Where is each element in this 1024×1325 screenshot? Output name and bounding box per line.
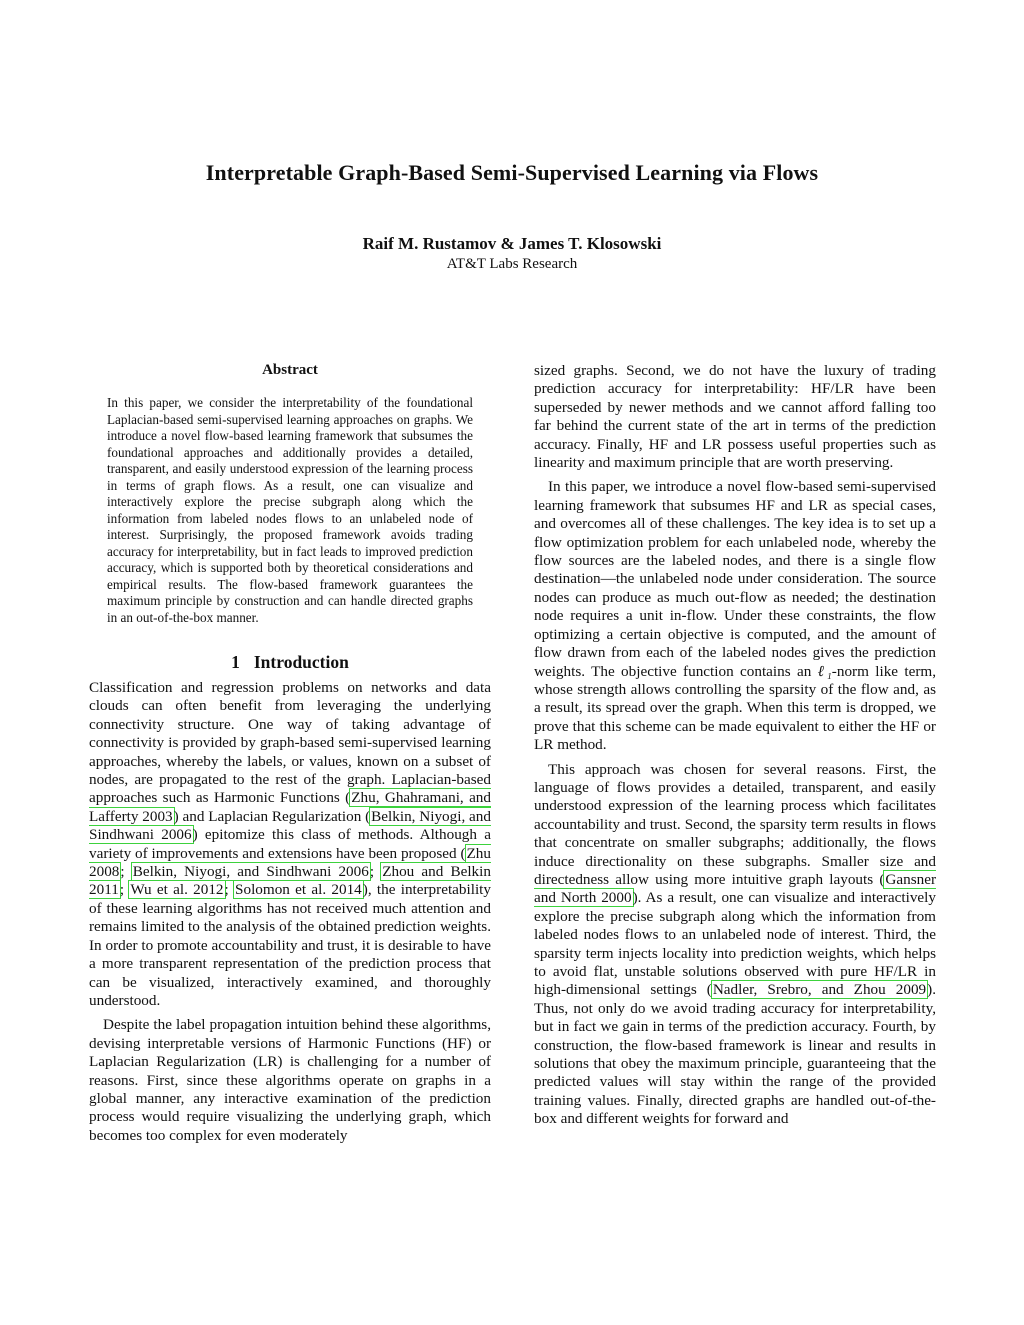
intro-paragraph-2: Despite the label propagation intuition behind these algorithms, devising interpretable versions of Harmonic Functions (HF) or Laplacian Regularization (LR) is challenging for a number of reasons. First, since these algorithms operate on graphs in a global manner, any interactive examination of the prediction process would require visualizing the underlying graph, which becomes too complex for even moderately — [89, 1016, 491, 1144]
section-number: 1 — [231, 652, 240, 672]
citation-link[interactable]: Wu et al. 2012 — [130, 881, 224, 899]
text-run: ; — [119, 881, 130, 899]
paper-title: Interpretable Graph-Based Semi-Supervised Learning via Flows — [205, 160, 819, 185]
text-run: ; — [120, 863, 132, 881]
text-run: In this paper, we introduce a novel flow-based semi-supervised learning framework that subsumes HF and LR as special cases, and overcomes all of these challenges. The key idea is to set up a flow optimization problem for each unlabeled node, whereby the flow sources are the labeled nodes, and there is a single flow destination—the unlabeled node under consideration. The source nodes can produce as much out-flow as needed; the destination node requires a unit in-flow. Under these constraints, the flow optimizing a certain objective is computed, and the amount of flow drawn from each of the labeled nodes gives the prediction weights. The objective function contains an — [534, 478, 936, 680]
intro-paragraph-1 — [89, 679, 491, 1010]
paper-affiliation: AT&T Labs Research — [446, 256, 578, 272]
intro-paragraph-3 — [534, 478, 936, 754]
citation-link[interactable]: Belkin, Niyogi, and Sindhwani 2006 — [89, 807, 491, 844]
text-run: ). Thus, not only do we avoid trading accuracy for interpretability, but in fact we gain in terms of the prediction accuracy. Fourth, by construction, the flow-based framework is linear and results in solutions that obey the maximum principle, guaranteeing that the predicted values will stay within the range of the provided training values. Finally, directed graphs are handled out-of-the-box and different weights for forward and — [534, 981, 936, 1128]
text-run: -norm like term, whose strength allows controlling the sparsity of the flow and, as a result, its spread over the graph. When this term is dropped, we prove that this scheme can be made equivalent to either the HF or LR method. — [534, 662, 936, 754]
citation-link[interactable]: Nadler, Srebro, and Zhou 2009 — [712, 981, 927, 999]
abstract-heading: Abstract — [262, 362, 318, 378]
text-run: ; — [224, 881, 235, 899]
right-column — [534, 362, 936, 1129]
math-l1-symbol: ℓ₁ — [817, 662, 832, 680]
text-run: ) and Laplacian Regularization ( — [173, 807, 371, 825]
citation-link[interactable]: Belkin, Niyogi, and Sindhwani 2006 — [132, 863, 369, 881]
section-title: Introduction — [253, 652, 349, 672]
text-run: Classification and regression problems on networks and data clouds can often benefit from leveraging the underlying connectivity structure. One way of taking advantage of connectivity is provided by graph-based semi-supervised learning approaches, whereby the labels, or values, known on a subset of nodes, are propagated to the rest of the graph. Laplacian-based approaches such as Harmonic Functions ( — [89, 679, 491, 807]
section-heading-introduction — [89, 652, 491, 673]
citation-link[interactable]: Zhou and Belkin 2011 — [89, 863, 491, 899]
left-column — [89, 362, 491, 1145]
citation-link[interactable]: Zhu, Ghahramani, and Lafferty 2003 — [89, 789, 491, 825]
text-run: ; — [369, 863, 382, 881]
text-run: ) epitomize this class of methods. Although a variety of improvements and extensions have been proposed ( — [89, 826, 491, 862]
intro-paragraph-4 — [534, 761, 936, 1129]
abstract-text: In this paper, we consider the interpretability of the foundational Laplacian-based semi-supervised learning approaches on graphs. We introduce a novel flow-based learning framework that subsumes the foundational approaches and additionally provides a detailed, transparent, and easily understood expression of the learning process in terms of graph flows. As a result, one can visualize and interactively explore the precise subgraph along which the information from labeled nodes flows to an unlabeled node of interest. Surprisingly, the proposed framework avoids trading accuracy for interpretability, but in fact leads to improved prediction accuracy, which is supported both by theoretical considerations and empirical results. The flow-based framework guarantees the maximum principle by construction and can handle directed graphs in an out-of-the-box manner. — [107, 395, 473, 625]
text-run: ). As a result, one can visualize and interactively explore the precise subgraph along which the information from labeled nodes flows to an unlabeled node of interest. Third, the sparsity term injects locality into prediction weights, which helps to avoid flat, unstable solutions observed with pure HF/LR in high-dimensional settings ( — [534, 889, 936, 999]
citation-link[interactable]: Zhu 2008 — [89, 844, 491, 881]
paper-authors: Raif M. Rustamov & James T. Klosowski — [362, 234, 662, 253]
text-run: ), the interpretability of these learning algorithms has not received much attention and remains limited to the analysis of the obtained prediction weights. In order to promote accountability and trust, it is desirable to have a more transparent representation of the prediction process that can be visualized, interactively examined, and thoroughly understood. — [89, 881, 491, 1009]
citation-link[interactable]: Gansner and North 2000 — [534, 870, 936, 907]
intro-paragraph-2-continued: sized graphs. Second, we do not have the luxury of trading prediction accuracy for interpretability: HF/LR have been superseded by newer methods and we cannot afford falling too far behind the current state of the art in terms of the prediction accuracy. Finally, HF and LR possess useful properties such as linearity and maximum principle that are worth preserving. — [534, 362, 936, 472]
text-run: This approach was chosen for several reasons. First, the language of flows provides a detailed, transparent, and easily understood expression of the learning process which facilitates accountability and trust. Second, the sparsity term results in flows that concentrate on smaller subgraphs; additionally, the flows induce directionality on these subgraphs. Smaller size and directedness allow using more intuitive graph layouts ( — [534, 760, 936, 888]
citation-link[interactable]: Solomon et al. 2014 — [235, 881, 362, 899]
